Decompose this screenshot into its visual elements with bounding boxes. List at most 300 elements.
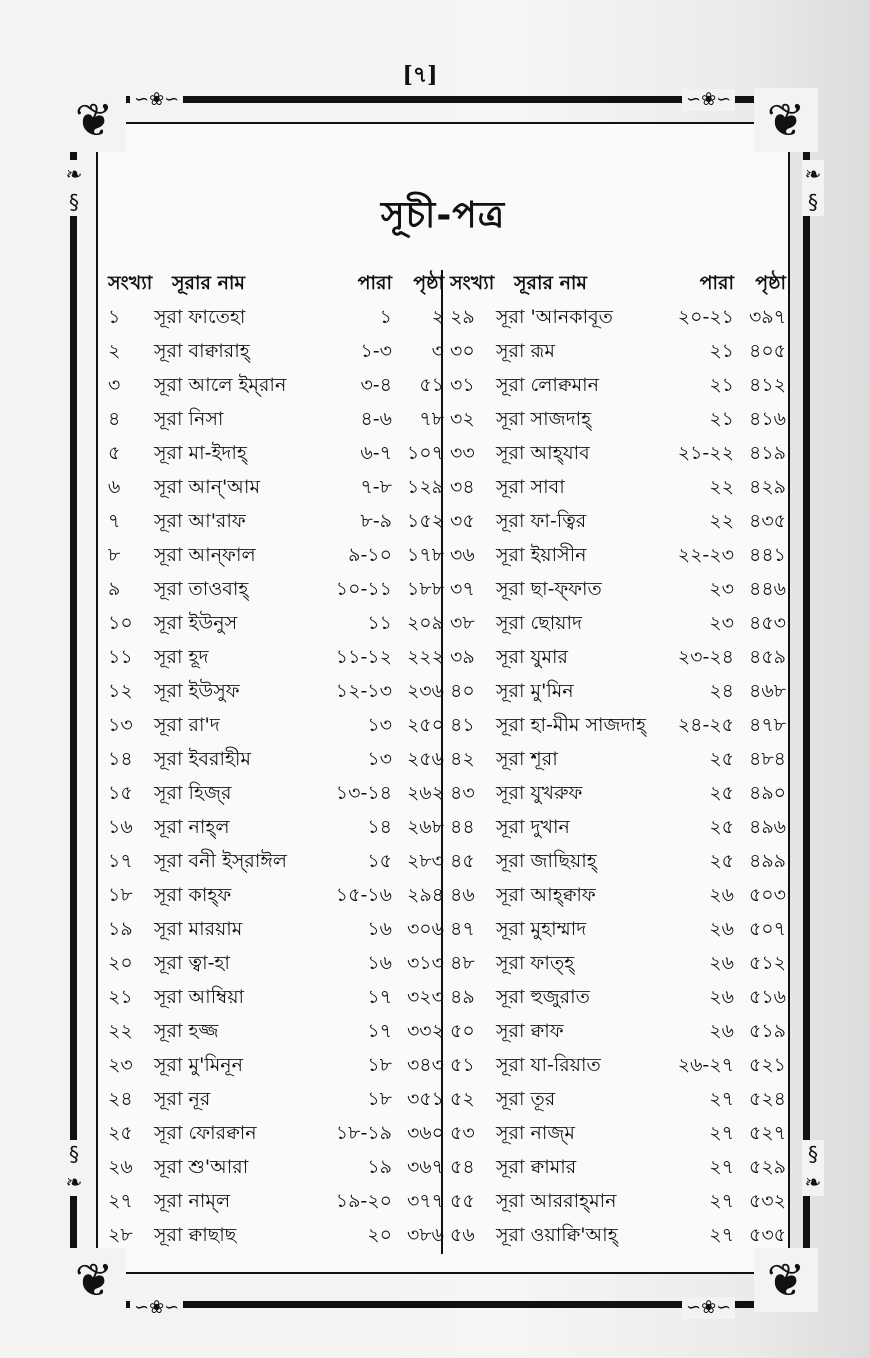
table-row <box>108 710 444 744</box>
surah-number: ৩৯ <box>450 646 475 668</box>
surah-para: ২৫ <box>709 850 734 872</box>
surah-number: ২৬ <box>108 1156 133 1178</box>
surah-page: ৩০৬ <box>406 918 444 940</box>
surah-name: সূরা ফোরক্বান <box>154 1122 257 1144</box>
surah-page: ৫০৩ <box>748 884 786 906</box>
scroll-ornament-icon: ∽❀∽ <box>682 1297 735 1319</box>
surah-name: সূরা হজ্জ <box>154 1020 219 1042</box>
surah-para: ২৫ <box>709 748 734 770</box>
surah-number: ৪৬ <box>450 884 475 906</box>
surah-page: ৪৭৮ <box>748 714 786 736</box>
surah-para: ১৭ <box>367 986 392 1008</box>
surah-number: ৫ <box>108 442 121 464</box>
surah-page: ২ <box>431 306 444 328</box>
table-row <box>108 914 444 948</box>
surah-number: ২ <box>108 340 121 362</box>
table-row <box>108 1118 444 1152</box>
surah-page: ৫১৯ <box>749 1020 786 1042</box>
surah-page: ২৮৩ <box>406 850 444 872</box>
surah-name: সূরা যুমার <box>496 646 569 668</box>
surah-para: ১৮ <box>367 1054 392 1076</box>
side-ornament-icon: § ❧ <box>63 1140 85 1196</box>
index-column-right <box>450 268 786 1254</box>
surah-page: ৪৬৮ <box>748 680 786 702</box>
surah-para: ২১ <box>709 374 734 396</box>
surah-number: ২৩ <box>108 1054 133 1076</box>
table-row <box>108 302 444 336</box>
table-row <box>450 710 786 744</box>
surah-number: ১৯ <box>108 918 133 940</box>
surah-page: ২৬২ <box>406 782 444 804</box>
table-row <box>450 370 786 404</box>
surah-para: ৯-১০ <box>348 544 392 566</box>
surah-name: সূরা হা-মীম সাজদাহ্ <box>496 714 647 736</box>
corner-flourish-icon: ❦ <box>62 88 126 152</box>
table-row <box>450 1220 786 1254</box>
table-row <box>450 880 786 914</box>
surah-name: সূরা তূর <box>496 1088 556 1110</box>
corner-flourish-icon: ❦ <box>62 1248 126 1312</box>
surah-para: ১৯ <box>367 1156 392 1178</box>
surah-name: সূরা 'আনকাবূত <box>496 306 613 328</box>
surah-number: ২২ <box>108 1020 133 1042</box>
surah-para: ১০-১১ <box>335 578 392 600</box>
surah-name: সূরা ত্বা-হা <box>154 952 230 974</box>
surah-number: ৩৪ <box>450 476 475 498</box>
surah-number: ৩৮ <box>450 612 475 634</box>
side-ornament-icon: ❧ § <box>63 160 85 216</box>
surah-para: ২৬-২৭ <box>677 1054 734 1076</box>
corner-flourish-icon: ❦ <box>754 88 818 152</box>
surah-number: ৬ <box>108 476 121 498</box>
table-row <box>108 1016 444 1050</box>
surah-number: ৭ <box>108 510 121 532</box>
surah-number: ৩০ <box>450 340 475 362</box>
surah-number: ৪১ <box>450 714 475 736</box>
table-row <box>450 778 786 812</box>
table-row <box>108 744 444 778</box>
surah-page: ৪৯০ <box>748 782 786 804</box>
table-row <box>108 1084 444 1118</box>
surah-name: সূরা ফাত্হ্ <box>496 952 575 974</box>
table-row <box>108 846 444 880</box>
surah-name: সূরা ছোয়াদ <box>496 612 582 634</box>
table-row <box>450 302 786 336</box>
surah-name: সূরা আররাহ্‌মান <box>496 1190 617 1212</box>
surah-para: ১৩-১৪ <box>335 782 392 804</box>
surah-number: ২১ <box>108 986 133 1008</box>
surah-name: সূরা আম্বিয়া <box>154 986 245 1008</box>
table-row <box>450 846 786 880</box>
surah-para: ১-৩ <box>360 340 392 362</box>
surah-name: সূরা আন্'আম <box>154 476 260 498</box>
surah-page: ৫৩৫ <box>748 1224 786 1246</box>
surah-name: সূরা ইউসুফ <box>154 680 240 702</box>
surah-name: সূরা ক্বামার <box>496 1156 577 1178</box>
surah-page: ৪৫৯ <box>749 646 786 668</box>
surah-number: ৫২ <box>450 1088 475 1110</box>
surah-page: ৪৪৬ <box>748 578 786 600</box>
surah-para: ২৪-২৫ <box>677 714 734 736</box>
surah-page: ৫২৪ <box>748 1088 786 1110</box>
surah-para: ৮-৯ <box>360 510 392 532</box>
surah-page: ১৮৮ <box>407 578 444 600</box>
surah-page: ৪৮৪ <box>749 748 786 770</box>
surah-page: ৩১৩ <box>406 952 444 974</box>
table-row <box>450 1050 786 1084</box>
surah-para: ৭-৮ <box>360 476 392 498</box>
surah-page: ৪৩৫ <box>748 510 786 532</box>
index-column-left <box>108 268 444 1254</box>
surah-number: ৩৫ <box>450 510 475 532</box>
surah-name: সূরা ইউনুস <box>154 612 238 634</box>
surah-number: ২৫ <box>108 1122 133 1144</box>
surah-name: সূরা ক্বাছাছ <box>154 1224 237 1246</box>
table-row <box>108 1186 444 1220</box>
surah-para: ২৫ <box>709 816 734 838</box>
surah-name: সূরা আহ্‌ক্বাফ <box>496 884 596 906</box>
surah-para: ১ <box>379 306 392 328</box>
surah-name: সূরা যা-রিয়াত <box>496 1054 601 1076</box>
table-row <box>450 1118 786 1152</box>
surah-name: সূরা দুখান <box>496 816 570 838</box>
surah-page: ৫১৬ <box>748 986 786 1008</box>
surah-name: সূরা নিসা <box>154 408 224 430</box>
table-row <box>108 574 444 608</box>
surah-number: ১৭ <box>108 850 133 872</box>
surah-page: ৪১২ <box>748 374 786 396</box>
surah-para: ১৪ <box>367 816 392 838</box>
surah-para: ১৮-১৯ <box>335 1122 392 1144</box>
surah-name: সূরা মা-ইদাহ্ <box>154 442 247 464</box>
surah-page: ৪৫৩ <box>748 612 786 634</box>
surah-name: সূরা সাবা <box>496 476 565 498</box>
surah-para: ১৫-১৬ <box>335 884 392 906</box>
surah-page: ২৫৬ <box>406 748 444 770</box>
surah-page: ৫২১ <box>748 1054 786 1076</box>
surah-page: ৩ <box>431 340 444 362</box>
scroll-ornament-icon: ∽❀∽ <box>682 89 735 111</box>
surah-para: ১১ <box>367 612 392 634</box>
surah-number: ২৭ <box>108 1190 133 1212</box>
surah-number: ১৫ <box>108 782 133 804</box>
surah-page: ১২৯ <box>406 476 444 498</box>
surah-para: ৬-৭ <box>360 442 392 464</box>
surah-number: ৪ <box>108 408 121 430</box>
surah-page: ২২২ <box>406 646 444 668</box>
table-row <box>450 1186 786 1220</box>
surah-number: ৪৩ <box>450 782 475 804</box>
surah-name: সূরা যুখরুফ <box>496 782 583 804</box>
surah-para: ২৩ <box>709 578 734 600</box>
surah-name: সূরা বনী ইস্‌রাঈল <box>154 850 287 872</box>
surah-page: ৩৬৭ <box>406 1156 444 1178</box>
table-row <box>450 540 786 574</box>
surah-para: ১৫ <box>367 850 392 872</box>
side-ornament-icon: § ❧ <box>802 1140 824 1196</box>
surah-para: ২৬ <box>709 918 734 940</box>
surah-number: ১১ <box>108 646 133 668</box>
table-row <box>108 472 444 506</box>
surah-number: ৫৩ <box>450 1122 475 1144</box>
table-row <box>450 982 786 1016</box>
surah-name: সূরা মু'মিন <box>496 680 574 702</box>
surah-number: ৫৪ <box>450 1156 475 1178</box>
surah-para: ১৩ <box>367 714 392 736</box>
surah-name: সূরা নাজ্‌ম <box>496 1122 575 1144</box>
header-page: পৃষ্ঠা <box>755 272 786 294</box>
table-row <box>108 540 444 574</box>
surah-page: ১৭৮ <box>406 544 444 566</box>
header-para: পারা <box>699 272 734 294</box>
column-header <box>108 268 444 302</box>
surah-number: ৪৭ <box>450 918 475 940</box>
surah-para: ২৭ <box>709 1156 734 1178</box>
page-number: [৭] <box>402 62 438 88</box>
table-row <box>108 1050 444 1084</box>
table-row <box>450 1016 786 1050</box>
table-row <box>450 438 786 472</box>
surah-para: ৩-৪ <box>360 374 392 396</box>
table-row <box>108 812 444 846</box>
surah-name: সূরা আহ্‌যাব <box>496 442 590 464</box>
header-number: সংখ্যা <box>108 272 153 294</box>
surah-name: সূরা শূরা <box>496 748 558 770</box>
surah-name: সূরা বাক্বারাহ্ <box>154 340 250 362</box>
surah-page: ৪১৬ <box>748 408 786 430</box>
header-name: সূরার নাম <box>514 272 587 294</box>
column-header <box>450 268 786 302</box>
surah-name: সূরা হিজ্‌র <box>154 782 232 804</box>
surah-page: ৫২৭ <box>748 1122 786 1144</box>
table-row <box>450 676 786 710</box>
surah-number: ৪৪ <box>450 816 475 838</box>
surah-para: ২৬ <box>709 884 734 906</box>
surah-page: ৩৩২ <box>406 1020 444 1042</box>
table-row <box>450 812 786 846</box>
surah-name: সূরা রা'দ <box>154 714 220 736</box>
surah-page: ২০৯ <box>406 612 444 634</box>
surah-page: ৫২৯ <box>748 1156 786 1178</box>
corner-flourish-icon: ❦ <box>754 1248 818 1312</box>
surah-name: সূরা রূম <box>496 340 555 362</box>
surah-para: ১১-১২ <box>335 646 392 668</box>
surah-para: ২৩-২৪ <box>677 646 734 668</box>
table-row <box>450 744 786 778</box>
surah-para: ২৭ <box>709 1190 734 1212</box>
surah-para: ২৭ <box>709 1088 734 1110</box>
surah-page: ৫০৭ <box>748 918 786 940</box>
table-row <box>108 880 444 914</box>
table-row <box>450 336 786 370</box>
surah-number: ২৮ <box>108 1224 133 1246</box>
surah-para: ২১ <box>709 408 734 430</box>
surah-name: সূরা আলে ইম্‌রান <box>154 374 287 396</box>
table-row <box>450 1152 786 1186</box>
surah-para: ৪-৬ <box>360 408 392 430</box>
surah-page: ৪৯৬ <box>748 816 786 838</box>
surah-number: ৪৫ <box>450 850 475 872</box>
surah-name: সূরা নাম্‌ল <box>154 1190 231 1212</box>
surah-page: ৩৯৭ <box>748 306 786 328</box>
surah-number: ৪২ <box>450 748 475 770</box>
surah-number: ৮ <box>108 544 121 566</box>
surah-number: ৫১ <box>450 1054 475 1076</box>
surah-para: ১৬ <box>367 952 392 974</box>
surah-number: ৩ <box>108 374 121 396</box>
surah-page: ২৫০ <box>406 714 444 736</box>
surah-para: ২১-২২ <box>677 442 734 464</box>
surah-number: ৪৯ <box>450 986 475 1008</box>
surah-name: সূরা জাছিয়াহ্ <box>496 850 597 872</box>
surah-number: ৫০ <box>450 1020 475 1042</box>
surah-page: ১০৭ <box>406 442 444 464</box>
surah-name: সূরা ছা-ফ্ফাত <box>496 578 602 600</box>
table-row <box>108 438 444 472</box>
surah-name: সূরা মুহাম্মাদ <box>496 918 587 940</box>
surah-para: ২০-২১ <box>677 306 734 328</box>
surah-name: সূরা তাওবাহ্ <box>154 578 249 600</box>
surah-name: সূরা লোক্বমান <box>496 374 599 396</box>
table-row <box>108 336 444 370</box>
surah-number: ৪০ <box>450 680 475 702</box>
surah-name: সূরা ওয়াক্বি'আহ্ <box>496 1224 618 1246</box>
table-row <box>450 404 786 438</box>
surah-para: ১৬ <box>367 918 392 940</box>
scroll-ornament-icon: ∽❀∽ <box>130 89 183 111</box>
table-row <box>450 642 786 676</box>
surah-name: সূরা ক্বাফ <box>496 1020 564 1042</box>
table-row <box>108 506 444 540</box>
surah-number: ৩৬ <box>450 544 475 566</box>
surah-page: ৪১৯ <box>749 442 786 464</box>
surah-para: ২৫ <box>709 782 734 804</box>
surah-page: ২৩৬ <box>406 680 444 702</box>
surah-number: ১৩ <box>108 714 133 736</box>
table-row <box>450 608 786 642</box>
table-row <box>108 1220 444 1254</box>
surah-para: ২৭ <box>709 1122 734 1144</box>
surah-name: সূরা ইয়াসীন <box>496 544 587 566</box>
surah-page: ৩৬০ <box>406 1122 444 1144</box>
surah-para: ২৪ <box>709 680 734 702</box>
table-row <box>450 914 786 948</box>
table-row <box>108 1152 444 1186</box>
surah-page: ৪৯৯ <box>749 850 786 872</box>
page-title: সূচী-পত্র <box>380 195 506 236</box>
surah-name: সূরা আ'রাফ <box>154 510 246 532</box>
surah-para: ১৯-২০ <box>335 1190 392 1212</box>
surah-page: ৪২৯ <box>748 476 786 498</box>
surah-number: ১২ <box>108 680 133 702</box>
surah-name: সূরা হূদ <box>154 646 209 668</box>
table-row <box>108 778 444 812</box>
header-para: পারা <box>357 272 392 294</box>
surah-number: ১৮ <box>108 884 133 906</box>
table-row <box>108 982 444 1016</box>
surah-number: ৩৩ <box>450 442 475 464</box>
surah-number: ২০ <box>108 952 133 974</box>
surah-name: সূরা নূর <box>154 1088 211 1110</box>
surah-para: ২১ <box>709 340 734 362</box>
surah-name: সূরা কাহ্‌ফ <box>154 884 232 906</box>
surah-para: ১৮ <box>367 1088 392 1110</box>
surah-para: ১২-১৩ <box>335 680 392 702</box>
surah-page: ৪৪১ <box>749 544 786 566</box>
surah-page: ৫১ <box>419 374 444 396</box>
surah-name: সূরা শু'আরা <box>154 1156 249 1178</box>
surah-number: ৩২ <box>450 408 475 430</box>
surah-para: ২৬ <box>709 1020 734 1042</box>
surah-para: ১৭ <box>367 1020 392 1042</box>
table-row <box>108 404 444 438</box>
surah-name: সূরা হুজুরাত <box>496 986 590 1008</box>
surah-para: ২০ <box>367 1224 392 1246</box>
surah-page: ৫১২ <box>748 952 786 974</box>
surah-number: ১০ <box>108 612 133 634</box>
table-row <box>108 676 444 710</box>
surah-para: ২২ <box>709 476 734 498</box>
surah-number: ২৯ <box>450 306 475 328</box>
table-row <box>108 370 444 404</box>
surah-name: সূরা মু'মিনূন <box>154 1054 243 1076</box>
surah-number: ১৪ <box>108 748 133 770</box>
header-page: পৃষ্ঠা <box>413 272 444 294</box>
header-name: সূরার নাম <box>172 272 245 294</box>
surah-page: ১৫২ <box>406 510 444 532</box>
surah-para: ১৩ <box>367 748 392 770</box>
surah-page: ৫৩২ <box>748 1190 786 1212</box>
surah-para: ২২-২৩ <box>677 544 734 566</box>
surah-name: সূরা সাজদাহ্ <box>496 408 592 430</box>
surah-name: সূরা মারয়াম <box>154 918 243 940</box>
header-number: সংখ্যা <box>450 272 495 294</box>
surah-para: ২৬ <box>709 952 734 974</box>
surah-para: ২৭ <box>709 1224 734 1246</box>
scroll-ornament-icon: ∽❀∽ <box>130 1297 183 1319</box>
surah-name: সূরা ইবরাহীম <box>154 748 251 770</box>
surah-page: ৩৭৭ <box>406 1190 444 1212</box>
table-row <box>108 608 444 642</box>
surah-name: সূরা ফাতেহা <box>154 306 246 328</box>
table-row <box>108 948 444 982</box>
surah-para: ২২ <box>709 510 734 532</box>
surah-para: ২৬ <box>709 986 734 1008</box>
surah-number: ৫৫ <box>450 1190 475 1212</box>
surah-name: সূরা ফা-ত্বির <box>496 510 587 532</box>
surah-page: ৩২৩ <box>406 986 444 1008</box>
surah-page: ৩৫১ <box>406 1088 444 1110</box>
surah-number: ১৬ <box>108 816 133 838</box>
surah-page: ২৬৮ <box>406 816 444 838</box>
table-row <box>450 1084 786 1118</box>
table-row <box>108 642 444 676</box>
surah-page: ৭৮ <box>419 408 444 430</box>
surah-number: ৯ <box>108 578 121 600</box>
side-ornament-icon: ❧ § <box>802 160 824 216</box>
surah-page: ৩৪৩ <box>406 1054 444 1076</box>
surah-page: ৩৮৬ <box>406 1224 444 1246</box>
table-row <box>450 948 786 982</box>
surah-number: ৪৮ <box>450 952 475 974</box>
surah-number: ৩১ <box>450 374 475 396</box>
surah-page: ৪০৫ <box>748 340 786 362</box>
surah-number: ৫৬ <box>450 1224 475 1246</box>
surah-number: ২৪ <box>108 1088 133 1110</box>
table-row <box>450 574 786 608</box>
surah-page: ২৯৪ <box>406 884 444 906</box>
table-row <box>450 472 786 506</box>
